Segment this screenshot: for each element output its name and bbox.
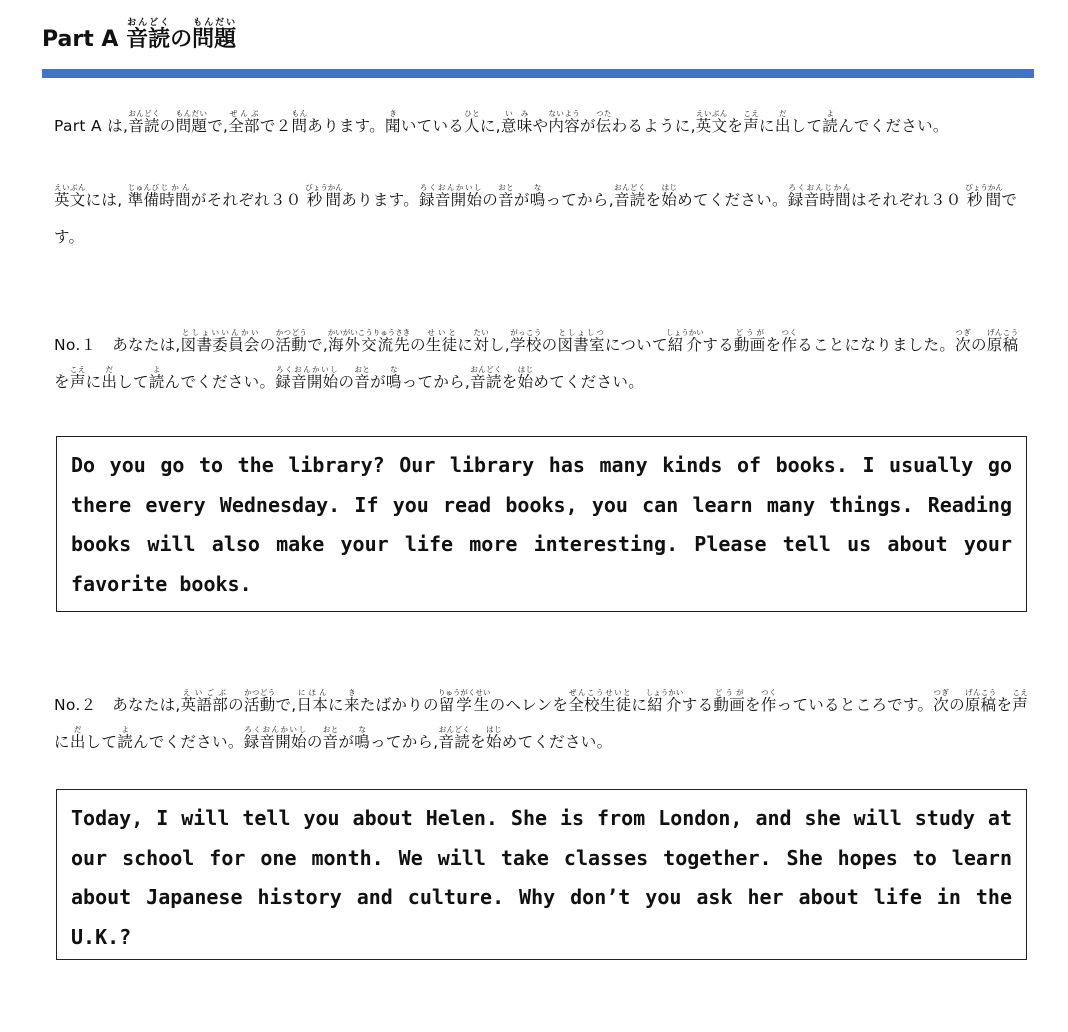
furigana-word: 海外交流先かいがいこうりゅうさき [327,328,411,354]
text-run: が [579,117,596,135]
text-run: の [306,733,323,751]
text-run: の [541,336,558,354]
furigana-word: 対たい [473,328,489,354]
furigana-word: 聞き [385,109,401,135]
furigana-word: 動画どうが [733,328,766,354]
furigana-word: 読よ [822,109,839,135]
text-run: の [949,696,965,714]
text-run: のヘレンを [489,696,569,714]
text-run: んでください。 [838,117,949,135]
furigana-word: 伝つた [595,109,612,135]
furigana-word: 声こえ [1012,688,1029,714]
furigana-word: 日本にほん [296,688,329,714]
furigana-word: 時間じかん [159,183,191,209]
furigana-word: 動画どうが [713,688,746,714]
text-run: めてください。 [677,191,788,209]
furigana-word: 録音開始ろくおんかいし [275,365,339,391]
furigana-word: 学校がっこう [510,328,542,354]
question-1-passage: Do you go to the library? Our library has many kinds of books. I usually go there every Wednesday. If you read books, you can learn many things. Reading books will also make your life more interesting. Please tell us about your favorite books. [71,453,1012,596]
text-run: して [790,117,823,135]
furigana-word: 始はじ [517,365,534,391]
furigana-word: 音読おんどく [128,109,160,135]
question-2-passage: Today, I will tell you about Helen. She is from London, and she will study at our school for one month. We will take classes together. She hopes to learn about Japanese history and culture. Why don’t you ask her about life in the U.K.? [71,806,1012,949]
text-run: する [702,336,734,354]
text-run: んでください。 [133,733,244,751]
furigana-word: 問題もんだい [175,109,208,135]
furigana-word: 音読おんどく [613,183,646,209]
text-run: ることになりました。 [797,336,956,354]
text-run: たばかりの [359,696,439,714]
text-run: が [370,373,386,391]
text-run: の [259,336,276,354]
text-run: に [759,117,775,135]
furigana-word: 全部ぜんぶ [228,109,260,135]
text-run: で, [207,117,229,135]
furigana-word: 読よ [148,365,165,391]
furigana-word: 鳴な [385,365,402,391]
question-2-instruction [54,687,1030,761]
furigana-word: 次つぎ [933,688,950,714]
furigana-word: 準備じゅんび [127,183,160,209]
text-run: あります。 [307,117,386,135]
text-run: に [457,336,474,354]
text-run: が [513,191,530,209]
furigana-word: 作つく [760,688,777,714]
text-run: し, [489,336,511,354]
text-run: っているところです。 [776,696,934,714]
text-run: めてください。 [533,373,645,391]
text-run: Part A は, [54,117,129,135]
furigana-word: 図書委員会としょいいんかい [180,328,260,354]
text-run: の [409,336,426,354]
furigana-word: 原稿げんこう [986,328,1019,354]
furigana-word: 紹介しょうかい [666,328,704,354]
text-run: いている [400,117,465,135]
furigana-word: 声こえ [743,109,760,135]
text-run: を [470,733,486,751]
furigana-word: 内容ないよう [548,109,580,135]
text-run: に, [479,117,501,135]
text-run: はそれぞれ３０ [850,191,967,209]
text-run: の [159,117,176,135]
part-label: Part A [42,27,119,52]
text-run: を [501,373,518,391]
furigana-word: 秒間びょうかん [305,183,343,209]
furigana-word: 紹介しょうかい [645,688,684,714]
furigana-word: 出だ [101,365,118,391]
text-run: がそれぞれ３０ [190,191,307,209]
furigana-word: 音おと [322,725,339,751]
furigana-word: 音読おんどく [438,725,471,751]
text-run: ってから, [401,373,471,391]
furigana-word: 始はじ [485,725,502,751]
furigana-word: 活動かつどう [243,688,276,714]
text-run: して [117,373,149,391]
text-run: について [604,336,668,354]
furigana-word: 生徒せいと [425,328,458,354]
text-run: めてください。 [501,733,613,751]
furigana-word: 意味いみ [500,109,533,135]
title-particle: の [170,27,193,52]
text-run: を [996,696,1013,714]
furigana-word: 活動かつどう [275,328,308,354]
text-run: する [681,696,714,714]
title-word-ondoku: 音読おんどく [126,18,171,52]
furigana-word: 出だ [774,109,791,135]
title-word-mondai: 問題もんだい [192,18,237,52]
furigana-word: 録音開始ろくおんかいし [419,183,483,209]
question-2-passage-box [56,789,1027,960]
text-run: を [745,696,761,714]
text-run: わるように, [611,117,696,135]
text-run: ってから, [370,733,439,751]
text-run: No.２ あなたは, [54,696,181,714]
text-run: で, [307,336,329,354]
text-run: して [85,733,118,751]
page-title [42,18,1034,51]
text-run: が [338,733,355,751]
text-run: に [54,733,70,751]
text-run: や [532,117,549,135]
furigana-word: 英文えいぶん [54,183,86,209]
text-run: の [338,373,355,391]
furigana-word: 音おと [354,365,371,391]
text-run: に [631,696,648,714]
furigana-word: 秒間びょうかん [965,183,1003,209]
text-run: を [54,373,70,391]
intro-paragraph-2 [54,182,1030,256]
text-run: No.１ あなたは, [54,336,181,354]
page-header [42,12,1034,51]
furigana-word: 鳴な [529,183,546,209]
furigana-word: 読よ [117,725,134,751]
furigana-word: 音読おんどく [470,365,502,391]
text-run: です。 [54,191,1018,246]
text-run: で, [275,696,297,714]
text-run: には, [85,191,128,209]
furigana-word: 全校生徒ぜんこうせいと [568,688,632,714]
question-1-passage-box [56,436,1027,612]
text-run: んでください。 [164,373,276,391]
header-divider [42,69,1034,78]
text-run: あります。 [341,191,420,209]
question-1-instruction [54,327,1030,401]
text-run: を [727,117,744,135]
furigana-word: 作つく [781,328,798,354]
furigana-word: 始はじ [661,183,678,209]
furigana-word: 来き [343,688,360,714]
furigana-word: 図書室としょしつ [557,328,605,354]
furigana-word: 音おと [498,183,514,209]
furigana-word: 問もん [291,109,308,135]
furigana-word: 録音開始ろくおんかいし [243,725,307,751]
text-run: で２ [259,117,292,135]
furigana-word: 留学生りゅうがくせい [437,688,491,714]
text-run: の [482,191,499,209]
furigana-word: 出だ [69,725,86,751]
furigana-word: 録音時間ろくおんじかん [787,183,851,209]
text-run: に [328,696,344,714]
text-run: を [765,336,782,354]
furigana-word: 声こえ [69,365,86,391]
furigana-word: 鳴な [354,725,371,751]
text-run: に [85,373,102,391]
intro-paragraph-1 [54,108,1030,145]
furigana-word: 原稿げんこう [964,688,997,714]
text-run: の [970,336,987,354]
furigana-word: 英語部えいごぶ [180,688,229,714]
text-run: の [228,696,244,714]
text-run: ってから, [545,191,614,209]
furigana-word: 英文えいぶん [695,109,728,135]
furigana-word: 人ひと [464,109,480,135]
text-run: を [645,191,662,209]
furigana-word: 次つぎ [955,328,971,354]
